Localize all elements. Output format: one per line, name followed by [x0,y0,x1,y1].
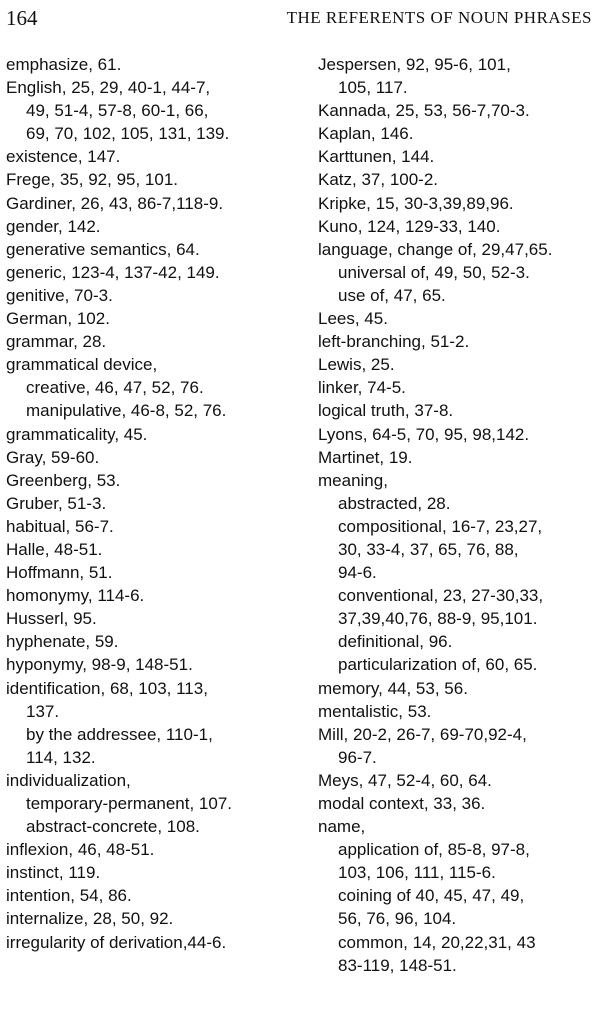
index-subentry: conventional, 23, 27-30,33, [338,586,544,606]
index-entry: inflexion, 46, 48-51. [6,840,155,860]
index-entry: grammar, 28. [6,332,107,352]
index-entry: German, 102. [6,309,110,329]
index-entry: existence, 147. [6,147,121,167]
index-subentry: by the addressee, 110-1, [26,724,213,744]
index-entry: Kripke, 15, 30-3,39,89,96. [318,193,514,213]
index-entry: Kuno, 124, 129-33, 140. [318,216,501,236]
index-entry: Meys, 47, 52-4, 60, 64. [318,770,492,790]
index-entry: emphasize, 61. [6,55,122,74]
index-entry: mentalistic, 53. [318,701,432,721]
index-subentry: creative, 46, 47, 52, 76. [26,378,204,398]
index-entry: modal context, 33, 36. [318,794,486,813]
index-subentry: definitional, 96. [338,632,453,652]
index-entry: hyphenate, 59. [6,632,119,652]
index-entry: Halle, 48-51. [6,539,103,559]
index-subentry: 96-7. [338,747,377,767]
page-number: 164 [6,6,38,30]
index-entry: instinct, 119. [6,863,101,883]
index-entry: Frege, 35, 92, 95, 101. [6,170,179,190]
index-entry: Gardiner, 26, 43, 86-7,118-9. [6,193,224,213]
index-subentry: 49, 51-4, 57-8, 60-1, 66, [26,101,209,121]
index-subentry: 103, 106, 111, 115-6. [338,863,496,883]
index-entry: Lewis, 25. [318,355,395,375]
index-subentry: common, 14, 20,22,31, 43 [338,932,536,952]
index-subentry: abstract-concrete, 108. [26,817,200,837]
index-entry: logical truth, 37-8. [318,401,454,421]
index-entry: linker, 74-5. [318,378,406,398]
index-entry: left-branching, 51-2. [318,332,470,352]
index-subentry: application of, 85-8, 97-8, [338,840,530,860]
index-subentry: universal of, 49, 50, 52-3. [338,262,530,282]
index-entry: Husserl, 95. [6,609,97,629]
index-subentry: 83-119, 148-51. [338,955,457,975]
index-subentry: 137. [26,701,60,721]
index-entry: gender, 142. [6,216,101,236]
index-entry: generic, 123-4, 137-42, 149. [6,262,220,282]
page-header [0,0,600,40]
index-entry: Mill, 20-2, 26-7, 69-70,92-4, [318,724,527,744]
index-entry: Katz, 37, 100-2. [318,170,439,190]
index-entry: Lees, 45. [318,309,388,329]
index-entry: name, [318,817,366,837]
index-entry: Gray, 59-60. [6,447,100,467]
index-entry: internalize, 28, 50, 92. [6,909,174,929]
index-subentry: abstracted, 28. [338,493,451,513]
index-entry: language, change of, 29,47,65. [318,239,553,259]
index-subentry: temporary-permanent, 107. [26,794,232,813]
index-entry: habitual, 56-7. [6,516,114,536]
index-subentry: 105, 117. [338,78,408,98]
index-entry: generative semantics, 64. [6,239,200,259]
index-entry: Kannada, 25, 53, 56-7,70-3. [318,101,530,121]
index-entry: hyponymy, 98-9, 148-51. [6,655,193,675]
index-entry: Kaplan, 146. [318,124,414,144]
running-head: THE REFERENTS OF NOUN PHRASES [286,8,592,27]
index-entry: identification, 68, 103, 113, [6,678,208,698]
index-subentry: 56, 76, 96, 104. [338,909,457,929]
index-subentry: particularization of, 60, 65. [338,655,538,675]
index-entry: memory, 44, 53, 56. [318,678,468,698]
index-subentry: 37,39,40,76, 88-9, 95,101. [338,609,538,629]
index-entry: Greenberg, 53. [6,470,121,490]
index-entry: individualization, [6,770,131,790]
index-subentry: 69, 70, 102, 105, 131, 139. [26,124,230,144]
index-subentry: use of, 47, 65. [338,285,446,305]
index-entry: Gruber, 51-3. [6,493,107,513]
index-entry: intention, 54, 86. [6,886,132,906]
index-entry: Karttunen, 144. [318,147,435,167]
index-entry: meaning, [318,470,388,490]
index-subentry: manipulative, 46-8, 52, 76. [26,401,227,421]
index-entry: Martinet, 19. [318,447,413,467]
index-entry: Jespersen, 92, 95-6, 101, [318,55,511,74]
index-entry: genitive, 70-3. [6,285,113,305]
index-column-right [318,53,596,977]
index-entry: irregularity of derivation,44-6. [6,932,227,952]
index-entry: English, 25, 29, 40-1, 44-7, [6,78,211,98]
index-subentry: coining of 40, 45, 47, 49, [338,886,525,906]
index-subentry: 94-6. [338,563,377,583]
index-entry: Hoffmann, 51. [6,563,113,583]
index-subentry: 30, 33-4, 37, 65, 76, 88, [338,539,519,559]
index-column-left [6,53,296,954]
index-entry: homonymy, 114-6. [6,586,145,606]
index-subentry: compositional, 16-7, 23,27, [338,516,543,536]
index-entry: grammatical device, [6,355,158,375]
index-entry: grammaticality, 45. [6,424,148,444]
index-entry: Lyons, 64-5, 70, 95, 98,142. [318,424,530,444]
index-subentry: 114, 132. [26,747,96,767]
